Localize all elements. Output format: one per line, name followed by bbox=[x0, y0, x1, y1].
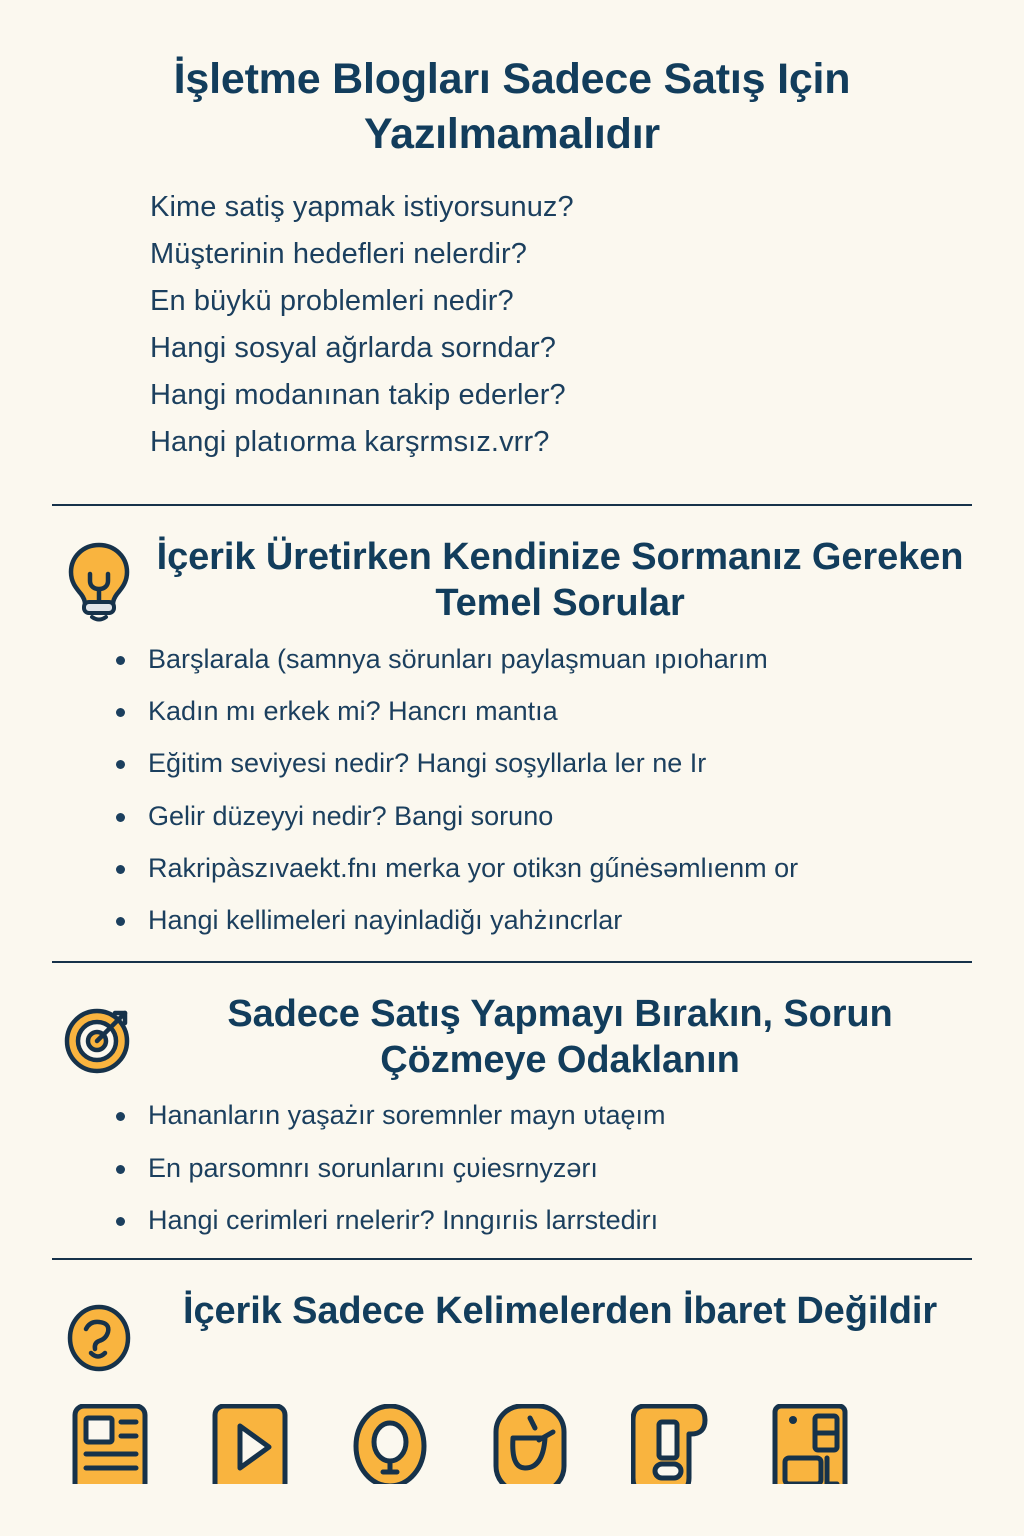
section-problem-solving bbox=[0, 963, 1024, 1235]
section-title: İçerik Sadece Kelimelerden İbaret Değildir bbox=[182, 1290, 938, 1333]
balloon-icon bbox=[342, 1404, 438, 1488]
list-item: En parsomnrı sorunlarını ҫʋiesrnyzərı bbox=[108, 1154, 1024, 1182]
section-content-questions bbox=[0, 506, 1024, 935]
video-play-icon bbox=[202, 1404, 298, 1488]
list-item: Hangi cerimleri rnelerir? Inngırıis larrstedirı bbox=[108, 1206, 1024, 1234]
list-item: Hangi platıorma karşrmsız.vrr? bbox=[150, 425, 550, 458]
layout-grid-icon bbox=[762, 1404, 858, 1488]
lightbulb-icon bbox=[62, 540, 136, 624]
list-item: En büykü problemleri nedir? bbox=[150, 285, 514, 317]
section-bullet-list bbox=[0, 1101, 1024, 1234]
list-item: Hangi kellimeleri nayinladiğı yahżıncrlar bbox=[108, 906, 1024, 934]
section-bullet-list bbox=[0, 645, 1024, 935]
list-item: Gelir düzeyyi nedir? Bangi soruno bbox=[108, 802, 1024, 830]
list-item: Hangi modanınan takip ederler? bbox=[150, 378, 566, 411]
content-type-icon-strip bbox=[0, 1378, 1024, 1488]
intro-question-list bbox=[0, 184, 1024, 466]
section-title: İçerik Üretirken Kendinize Sormanız Gereken Temel Sorular bbox=[156, 535, 964, 625]
list-item: Eğitim seviyesi nedir? Hangi soşyllarla ler ne Ir bbox=[108, 749, 1024, 777]
section-header bbox=[0, 506, 1024, 627]
list-item: Kime satiş yapmak istiyorsunuz? bbox=[150, 191, 574, 224]
list-item: Müşterinin hedefleri nelerdir? bbox=[150, 238, 527, 271]
section-title: Sadece Satış Yapmayı Bırakın, Sorun Çözmeye Odaklanın bbox=[227, 992, 893, 1082]
list-item: Barşlarala (samnya sörunları paylaşmuan ıpıoharım bbox=[108, 645, 1024, 673]
section-content-formats bbox=[0, 1260, 1024, 1488]
article-icon bbox=[62, 1404, 158, 1488]
speech-bubble-alert-icon bbox=[622, 1404, 718, 1488]
section-header bbox=[0, 1260, 1024, 1378]
list-item: Hangi sosyal ağrlarda sorndar? bbox=[150, 331, 556, 364]
list-item: Kadın mı erkek mi? Hancrı mantıa bbox=[108, 697, 1024, 725]
question-mark-circle-icon bbox=[62, 1294, 136, 1378]
target-icon bbox=[62, 997, 136, 1081]
list-item: Hananların yaşażır soremnler mayn ʋtaęım bbox=[108, 1101, 1024, 1129]
list-item: Rakripàszıvaekt.fnı merka yor otikɜn gűnėsəmlıenm or bbox=[108, 854, 1024, 882]
pie-chart-icon bbox=[482, 1404, 578, 1488]
page-title: İşletme Blogları Sadece Satış Için Yazılmamalıdır bbox=[173, 55, 851, 159]
section-header bbox=[0, 963, 1024, 1084]
